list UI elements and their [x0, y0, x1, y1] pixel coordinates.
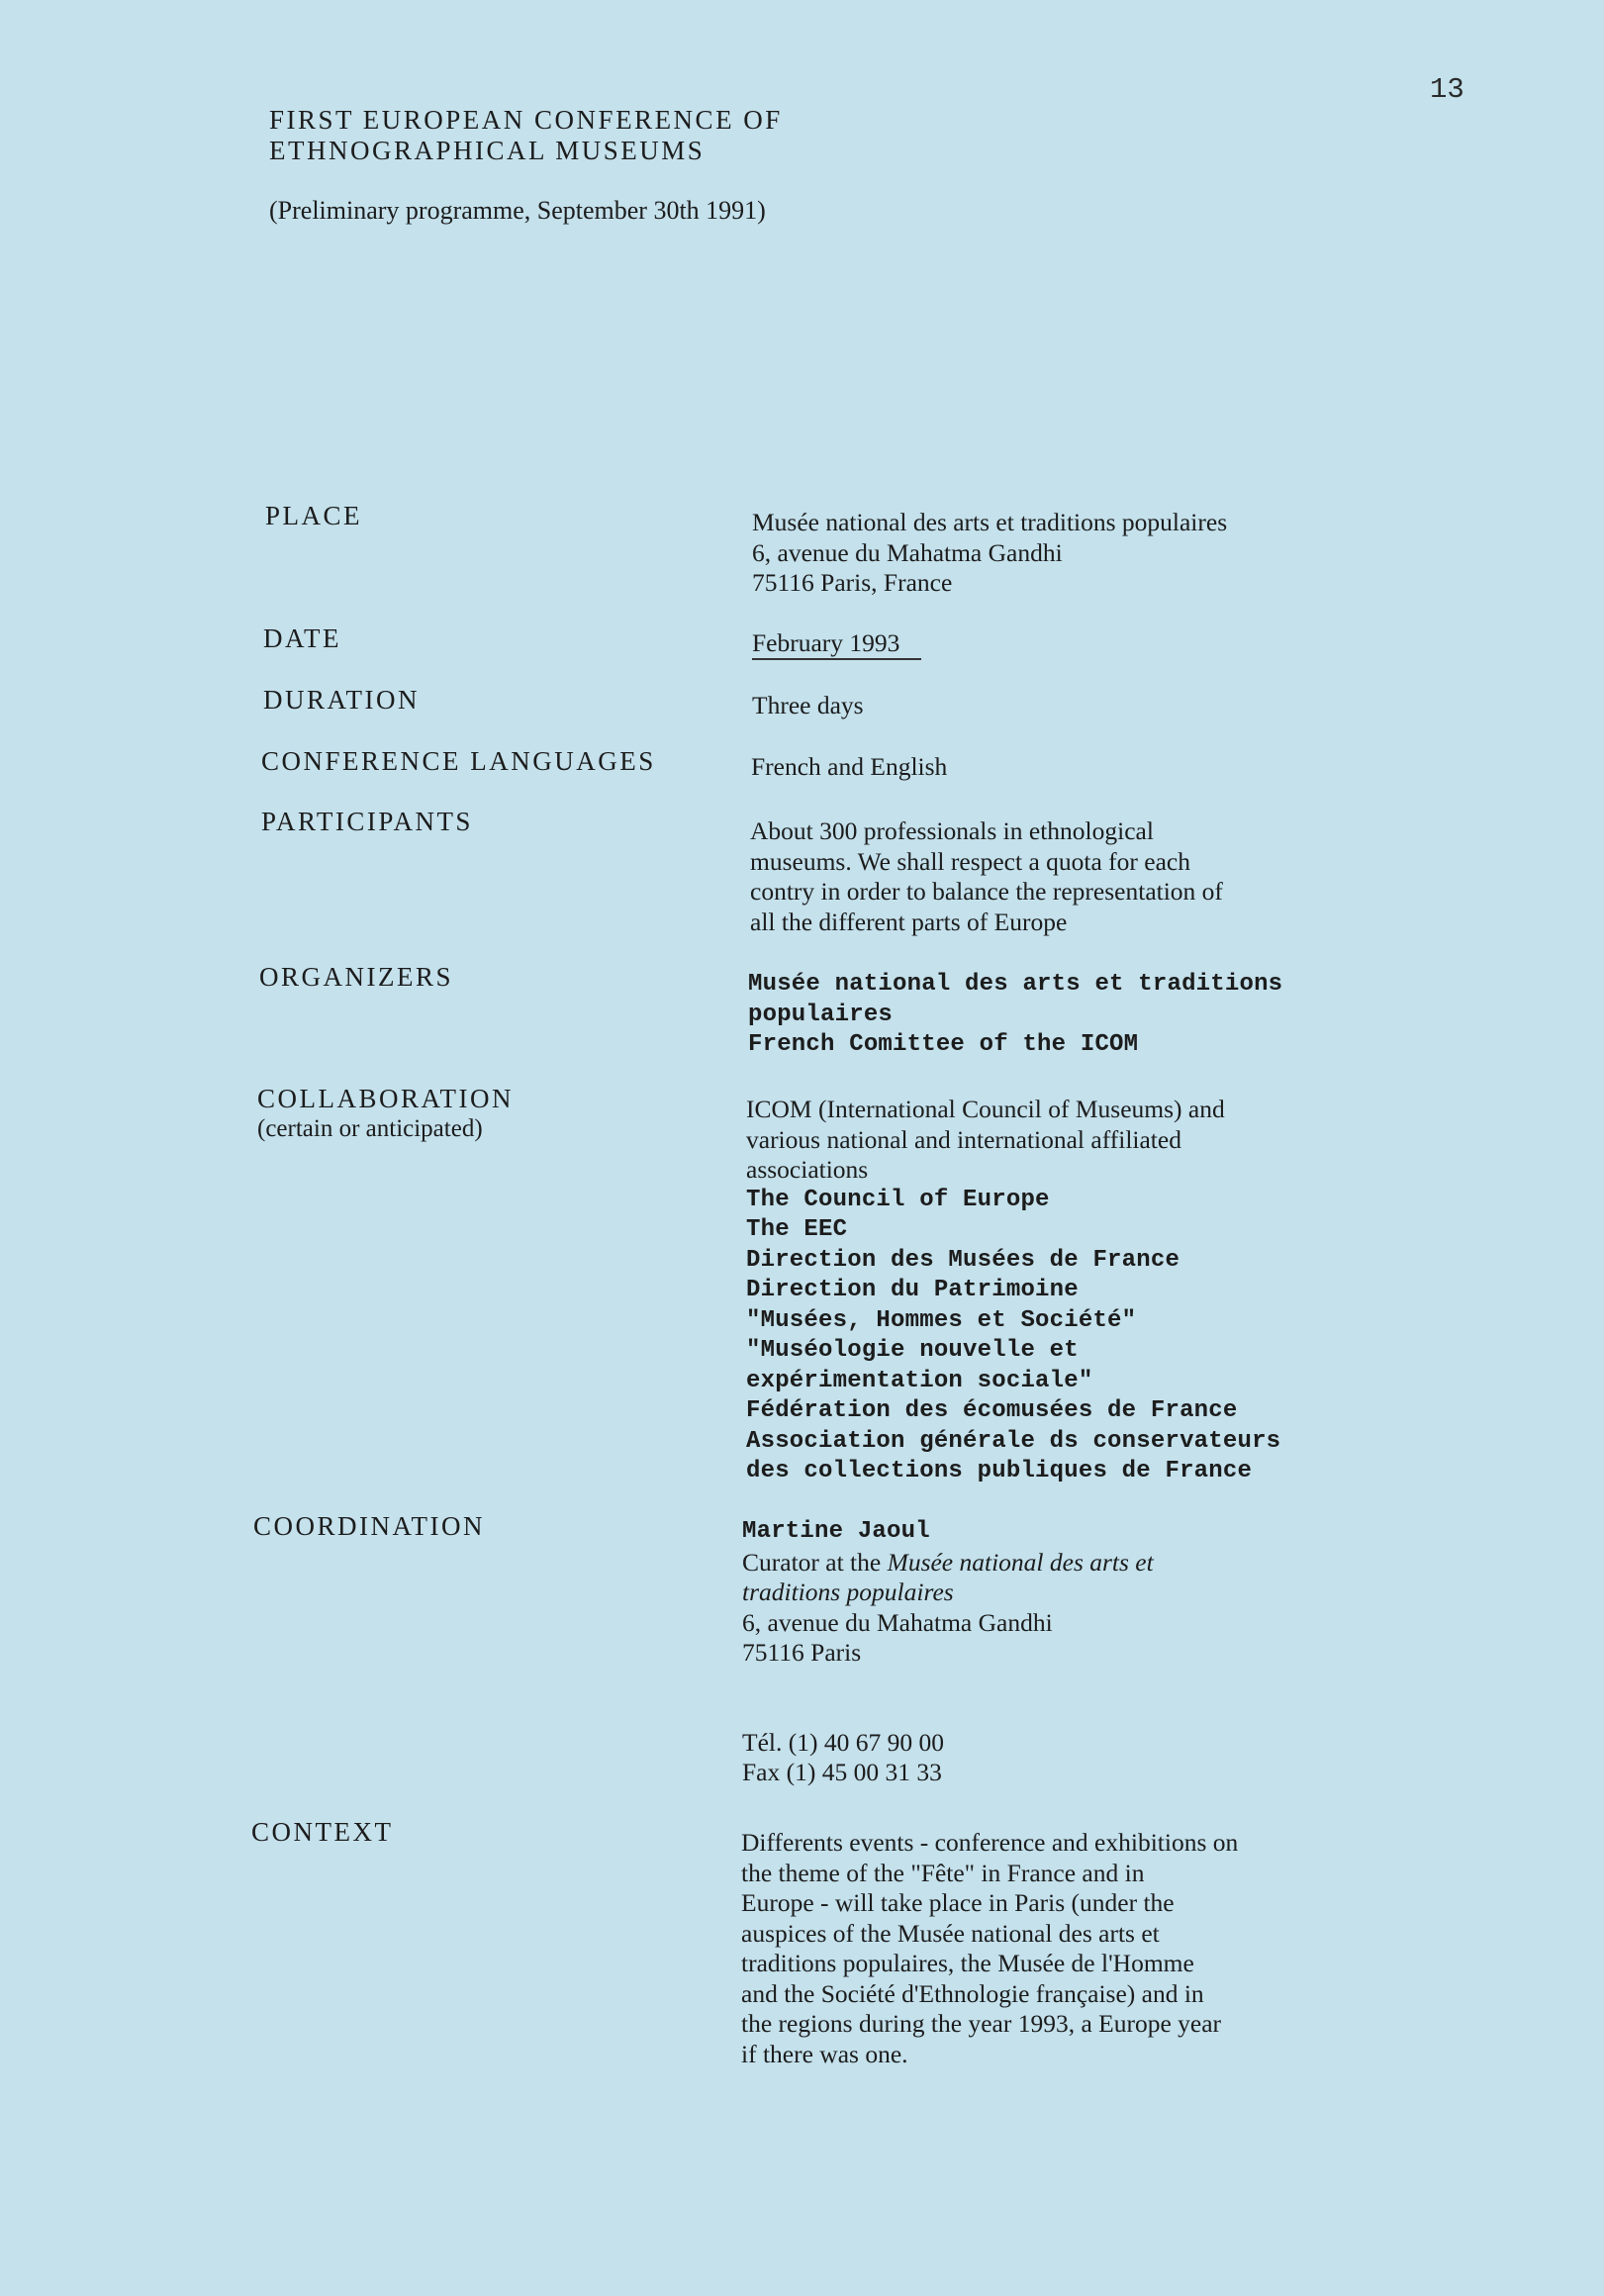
collaboration-line: ICOM (International Council of Museums) and — [746, 1095, 1225, 1123]
organizers-line: populaires — [748, 1001, 894, 1028]
collaboration-note: (certain or anticipated) — [257, 1115, 483, 1142]
coordinator-role-prefix: Curator at the — [742, 1547, 888, 1577]
date-value — [752, 628, 921, 659]
page-number: 13 — [1430, 73, 1464, 106]
coordinator-address-1: 6, avenue du Mahatma Gandhi — [742, 1607, 1053, 1637]
title-line-1: FIRST EUROPEAN CONFERENCE OF — [269, 105, 783, 135]
coordinator-role — [742, 1548, 1154, 1578]
collaboration-bold-line: Fédération des écomusées de France — [746, 1397, 1238, 1424]
collaboration-bold-line: Direction des Musées de France — [746, 1246, 1180, 1274]
participants-value — [750, 816, 1223, 937]
place-line: 75116 Paris, France — [752, 568, 953, 597]
collaboration-bold-line: expérimentation sociale" — [746, 1367, 1093, 1394]
context-line: the theme of the "Fête" in France and in — [741, 1858, 1145, 1887]
languages-label: CONFERENCE LANGUAGES — [261, 746, 656, 776]
coordinator-name: Martine Jaoul — [742, 1518, 930, 1545]
context-label: CONTEXT — [251, 1817, 394, 1847]
context-line: and the Société d'Ethnologie française) and in — [741, 1978, 1204, 2008]
place-value — [752, 508, 1227, 599]
collaboration-line: various national and international affiliated — [746, 1124, 1181, 1154]
collaboration-line: associations — [746, 1155, 869, 1184]
organizers-line: French Comittee of the ICOM — [748, 1031, 1139, 1058]
collaboration-bold-line: The Council of Europe — [746, 1186, 1050, 1213]
context-line: Europe - will take place in Paris (under the — [741, 1888, 1175, 1917]
collaboration-value — [746, 1095, 1280, 1487]
collaboration-bold-line: Association générale ds conservateurs — [746, 1427, 1281, 1455]
spacer — [742, 1669, 1154, 1728]
collaboration-bold-line: Direction du Patrimoine — [746, 1277, 1079, 1303]
collaboration-bold-line: "Musées, Hommes et Société" — [746, 1306, 1137, 1334]
place-line: Musée national des arts et traditions populaires — [752, 508, 1228, 536]
collaboration-bold-line: "Muséologie nouvelle et — [746, 1337, 1079, 1364]
organizers-value — [748, 970, 1282, 1061]
organizers-label: ORGANIZERS — [259, 962, 454, 992]
document-subtitle: (Preliminary programme, September 30th 1991) — [269, 196, 766, 225]
collaboration-label-text: COLLABORATION — [257, 1084, 514, 1113]
title-line-2: ETHNOGRAPHICAL MUSEUMS — [269, 136, 706, 165]
participants-line: all the different parts of Europe — [750, 907, 1068, 936]
coordinator-role-museum-cont: traditions populaires — [742, 1578, 954, 1606]
context-line: auspices of the Musée national des arts et — [741, 1918, 1160, 1948]
languages-value: French and English — [751, 752, 948, 781]
collaboration-label — [257, 1084, 514, 1143]
context-value — [741, 1828, 1238, 2069]
context-line: the regions during the year 1993, a Europe year — [741, 2009, 1222, 2038]
date-label: DATE — [263, 623, 341, 653]
duration-value: Three days — [752, 691, 864, 719]
organizers-line: Musée national des arts et traditions — [748, 971, 1283, 998]
coordinator-role-museum: Musée national des arts et — [887, 1547, 1154, 1577]
place-line: 6, avenue du Mahatma Gandhi — [752, 537, 1063, 567]
collaboration-bold-line: des collections publiques de France — [746, 1458, 1253, 1484]
participants-line: museums. We shall respect a quota for each — [750, 846, 1190, 876]
coordinator-tel: Tél. (1) 40 67 90 00 — [742, 1727, 944, 1757]
coordination-value — [742, 1517, 1154, 1788]
context-line: traditions populaires, the Musée de l'Homme — [741, 1949, 1194, 1977]
participants-line: About 300 professionals in ethnological — [750, 816, 1154, 845]
participants-label: PARTICIPANTS — [261, 807, 473, 836]
duration-label: DURATION — [263, 685, 420, 715]
date-text: February 1993 — [752, 628, 921, 660]
place-label: PLACE — [265, 501, 363, 530]
context-line: if there was one. — [741, 2039, 908, 2068]
document-title — [269, 105, 783, 166]
coordination-label: COORDINATION — [253, 1511, 485, 1541]
coordinator-address-2: 75116 Paris — [742, 1638, 862, 1667]
coordinator-fax: Fax (1) 45 00 31 33 — [742, 1758, 942, 1786]
participants-line: contry in order to balance the representation of — [750, 877, 1223, 906]
collaboration-bold-line: The EEC — [746, 1216, 848, 1243]
context-line: Differents events - conference and exhibitions on — [741, 1828, 1239, 1857]
